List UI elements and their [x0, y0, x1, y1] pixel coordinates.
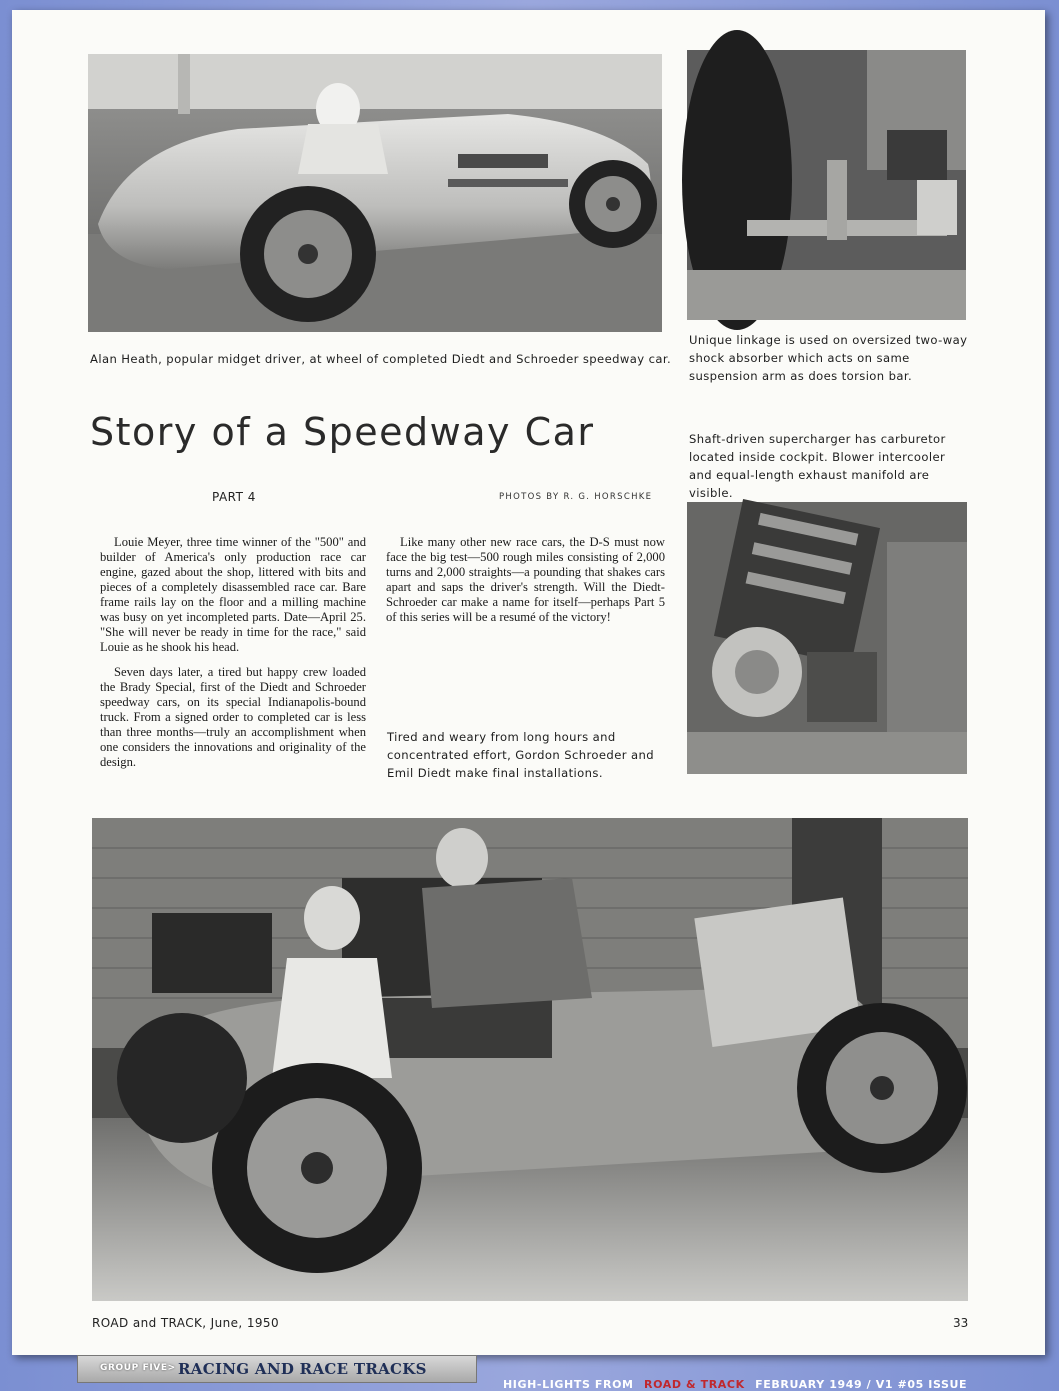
article-paragraph: Seven days later, a tired but happy crew loaded the Brady Special, first of the Diedt and Schroeder speedway cars, on its special Indianapolis-bound truck. From a signed order to completed car is less than three months—truly an accomplishment when one considers the innovations and originality of the design. [100, 665, 366, 769]
article-paragraph: Like many other new race cars, the D-S must now face the big test—500 rough miles consisting of 2,000 turns and 2,000 straights—a pounding that shakes cars apart and saps the driver's strength. Will the Diedt-Schroeder car make a name for itself—perhaps Part 5 of this series will be a resumé of the victory! [386, 535, 665, 624]
magazine-page [12, 10, 1045, 1355]
article-title: Story of a Speedway Car [90, 410, 595, 454]
group-banner[interactable] [77, 1355, 477, 1383]
photo-driver-in-car [88, 54, 662, 332]
caption-linkage: Unique linkage is used on oversized two-way shock absorber which acts on same suspension arm as does torsion bar. [689, 333, 968, 383]
highlights-brand[interactable]: ROAD & TRACK [644, 1378, 745, 1391]
caption-final-installations: Tired and weary from long hours and concentrated effort, Gordon Schroeder and Emil Diedt make final installations. [387, 730, 654, 780]
group-label: GROUP FIVE> [100, 1363, 176, 1373]
article-column-1 [100, 535, 366, 769]
photo-shop-final-installations [92, 818, 968, 1301]
article-part: PART 4 [212, 490, 256, 504]
photo-engine-supercharger [687, 502, 967, 774]
highlights-banner [503, 1379, 1048, 1390]
article-column-2 [386, 535, 665, 635]
publication-line: ROAD and TRACK, June, 1950 [92, 1316, 279, 1330]
photo-suspension-linkage [687, 50, 966, 320]
highlights-prefix: HIGH-LIGHTS FROM [503, 1378, 634, 1391]
article-paragraph: Louie Meyer, three time winner of the "500" and builder of America's only production race car engine, gazed about the shop, littered with bits and pieces of a completely disassembled race car. Bare frame rails lay on the floor and a milling machine was busy on yet incompleted parts. Date—April 25. "She will never be ready in time for the race," said Louie as he shook his head. [100, 535, 366, 654]
page-number: 33 [953, 1316, 969, 1330]
caption-driver: Alan Heath, popular midget driver, at wheel of completed Diedt and Schroeder speedway car. [90, 352, 672, 366]
caption-supercharger: Shaft-driven supercharger has carburetor located inside cockpit. Blower intercooler and equal-length exhaust manifold are visible. [689, 432, 946, 500]
group-name: RACING AND RACE TRACKS [178, 1360, 427, 1378]
photo-credit: PHOTOS BY R. G. HORSCHKE [499, 492, 653, 502]
highlights-issue: FEBRUARY 1949 / V1 #05 ISSUE [755, 1378, 968, 1391]
